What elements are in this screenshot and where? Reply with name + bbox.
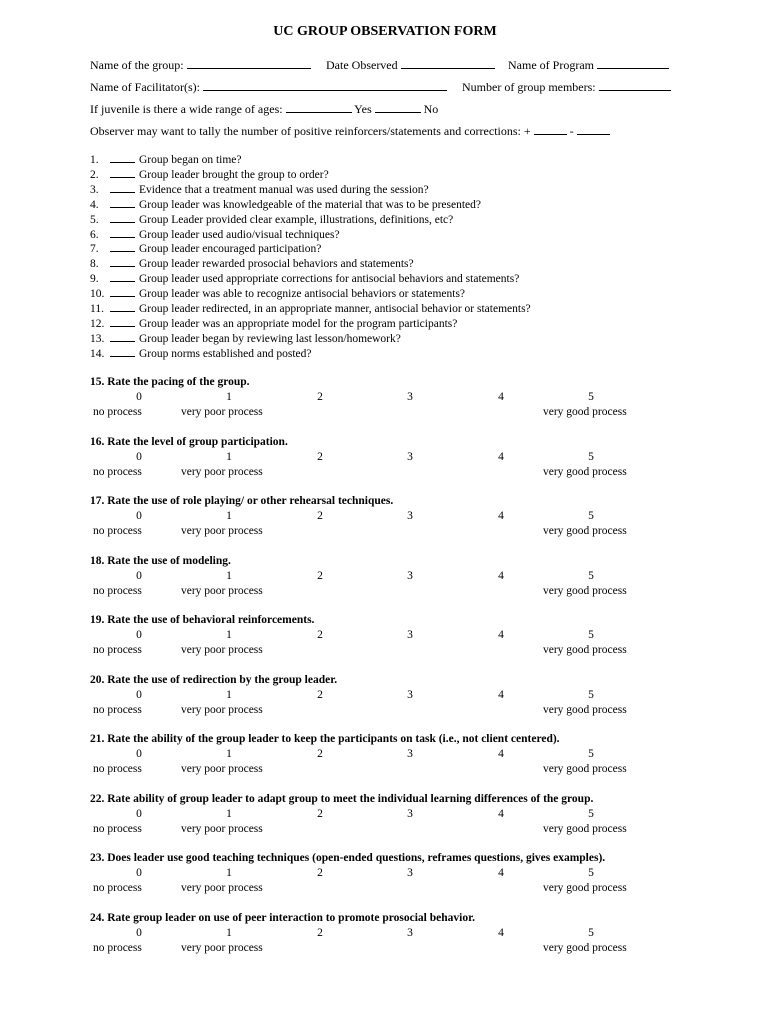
- checklist-item-text: Group leader was knowledgeable of the material that was to be presented?: [139, 198, 481, 211]
- rating-option-2[interactable]: 2: [317, 510, 323, 522]
- rating-question: 18. Rate the use of modeling.: [90, 554, 231, 567]
- checklist-answer-blank[interactable]: [110, 301, 135, 312]
- rating-option-4[interactable]: 4: [498, 629, 504, 641]
- checklist-answer-blank[interactable]: [110, 241, 135, 252]
- scale-label-very-poor: very poor process: [181, 465, 263, 478]
- rating-option-3[interactable]: 3: [407, 510, 413, 522]
- program-name-field: [508, 57, 669, 73]
- rating-option-1[interactable]: 1: [226, 748, 232, 760]
- yes-label: Yes: [354, 102, 372, 116]
- scale-label-very-poor: very poor process: [181, 882, 263, 894]
- rating-option-0[interactable]: 0: [136, 450, 142, 463]
- checklist-item: [90, 197, 481, 211]
- rating-option-5[interactable]: 5: [588, 807, 594, 820]
- rating-option-5[interactable]: 5: [588, 450, 594, 463]
- tally-minus-blank[interactable]: [577, 123, 610, 135]
- rating-option-4[interactable]: 4: [498, 748, 504, 760]
- rating-question: 22. Rate ability of group leader to adapt group to meet the individual learning differences of the group.: [90, 792, 594, 805]
- rating-option-1[interactable]: 1: [226, 688, 232, 701]
- scale-label-very-poor: very poor process: [181, 584, 263, 597]
- rating-option-4[interactable]: 4: [498, 867, 504, 879]
- rating-option-2[interactable]: 2: [317, 867, 323, 879]
- rating-option-2[interactable]: 2: [317, 688, 323, 701]
- scale-label-very-good: very good process: [543, 941, 627, 954]
- checklist-item: [90, 346, 311, 360]
- rating-option-2[interactable]: 2: [317, 450, 323, 463]
- checklist-item-text: Group leader encouraged participation?: [139, 243, 322, 256]
- rating-option-5[interactable]: 5: [588, 688, 594, 701]
- rating-option-3[interactable]: 3: [407, 569, 413, 582]
- rating-option-1[interactable]: 1: [226, 391, 232, 403]
- checklist-item-number: 11.: [90, 303, 104, 315]
- scale-label-no-process: no process: [93, 644, 142, 656]
- checklist-item-number: 10.: [90, 288, 105, 301]
- checklist-item: [90, 331, 401, 345]
- scale-label-no-process: no process: [93, 525, 142, 537]
- checklist-item: [90, 182, 429, 196]
- scale-label-very-good: very good process: [543, 525, 627, 537]
- scale-label-very-good: very good process: [543, 644, 627, 656]
- scale-label-very-good: very good process: [543, 882, 627, 894]
- date-observed-label: Date Observed: [326, 58, 398, 72]
- group-name-label: Name of the group:: [90, 58, 184, 72]
- checklist-item: [90, 286, 465, 300]
- scale-label-very-good: very good process: [543, 703, 627, 716]
- group-name-field: [90, 57, 311, 73]
- scale-label-very-poor: very poor process: [181, 941, 263, 954]
- rating-option-4[interactable]: 4: [498, 569, 504, 582]
- checklist-answer-blank[interactable]: [110, 212, 135, 223]
- rating-question: 15. Rate the pacing of the group.: [90, 376, 250, 388]
- juvenile-yes-blank[interactable]: [286, 101, 352, 113]
- rating-option-0[interactable]: 0: [136, 748, 142, 760]
- checklist-answer-blank[interactable]: [110, 271, 135, 282]
- rating-option-4[interactable]: 4: [498, 391, 504, 403]
- checklist-item-text: Group leader redirected, in an appropriate manner, antisocial behavior or statements?: [139, 303, 531, 315]
- checklist-answer-blank[interactable]: [110, 256, 135, 267]
- facilitator-field: [90, 79, 447, 95]
- checklist-item-text: Group Leader provided clear example, illustrations, definitions, etc?: [139, 213, 454, 226]
- checklist-item: [90, 152, 242, 166]
- checklist-answer-blank[interactable]: [110, 167, 135, 178]
- rating-option-1[interactable]: 1: [226, 450, 232, 463]
- group-name-blank[interactable]: [187, 57, 311, 69]
- rating-option-3[interactable]: 3: [407, 748, 413, 760]
- scale-label-very-good: very good process: [543, 584, 627, 597]
- rating-option-2[interactable]: 2: [317, 629, 323, 641]
- rating-option-0[interactable]: 0: [136, 510, 142, 522]
- checklist-item: [90, 167, 329, 181]
- scale-label-no-process: no process: [93, 584, 142, 597]
- tally-field: [90, 123, 610, 139]
- rating-option-1[interactable]: 1: [226, 926, 232, 939]
- scale-label-very-good: very good process: [543, 465, 627, 478]
- rating-option-5[interactable]: 5: [588, 867, 594, 879]
- checklist-item: [90, 271, 519, 285]
- checklist-item: [90, 227, 340, 241]
- juvenile-field: [90, 101, 438, 117]
- checklist-item-number: 12.: [90, 317, 105, 330]
- scale-label-no-process: no process: [93, 406, 142, 418]
- tally-label: Observer may want to tally the number of positive reinforcers/statements and corrections: +: [90, 124, 531, 138]
- checklist-answer-blank[interactable]: [110, 331, 135, 342]
- checklist-item-number: 6.: [90, 228, 99, 241]
- rating-question: 23. Does leader use good teaching techniques (open-ended questions, reframes questions, gives examples).: [90, 852, 606, 864]
- checklist-answer-blank[interactable]: [110, 346, 135, 357]
- checklist-item-text: Group leader began by reviewing last lesson/homework?: [139, 332, 401, 345]
- rating-option-5[interactable]: 5: [588, 926, 594, 939]
- facilitator-label: Name of Facilitator(s):: [90, 80, 200, 94]
- scale-label-no-process: no process: [93, 882, 142, 894]
- rating-option-4[interactable]: 4: [498, 807, 504, 820]
- program-name-label: Name of Program: [508, 58, 594, 72]
- scale-label-very-poor: very poor process: [181, 644, 263, 656]
- checklist-item-number: 1.: [90, 154, 99, 166]
- rating-option-4[interactable]: 4: [498, 688, 504, 701]
- checklist-item-text: Group leader used appropriate corrections for antisocial behaviors and statements?: [139, 273, 520, 286]
- rating-option-0[interactable]: 0: [136, 569, 142, 582]
- facilitator-blank[interactable]: [203, 79, 447, 91]
- rating-option-0[interactable]: 0: [136, 629, 142, 641]
- scale-label-very-poor: very poor process: [181, 525, 263, 537]
- no-label: No: [423, 102, 439, 116]
- rating-option-5[interactable]: 5: [588, 629, 594, 641]
- rating-option-1[interactable]: 1: [226, 510, 232, 522]
- scale-label-no-process: no process: [93, 822, 142, 835]
- rating-option-0[interactable]: 0: [136, 391, 142, 403]
- scale-label-no-process: no process: [93, 941, 142, 954]
- date-observed-field: [326, 57, 495, 73]
- checklist-item: [90, 241, 321, 255]
- rating-option-5[interactable]: 5: [588, 391, 594, 403]
- rating-option-2[interactable]: 2: [317, 807, 323, 820]
- scale-label-no-process: no process: [93, 465, 142, 478]
- tally-minus: -: [569, 124, 574, 138]
- tally-plus-blank[interactable]: [534, 123, 567, 135]
- members-label: Number of group members:: [462, 80, 596, 94]
- juvenile-label: If juvenile is there a wide range of ages:: [90, 102, 283, 116]
- scale-label-no-process: no process: [93, 703, 142, 716]
- rating-option-0[interactable]: 0: [136, 688, 142, 701]
- scale-label-very-poor: very poor process: [181, 822, 263, 835]
- rating-question: 17. Rate the use of role playing/ or other rehearsal techniques.: [90, 495, 394, 507]
- checklist-item: [90, 301, 531, 315]
- checklist-answer-blank[interactable]: [110, 152, 135, 163]
- checklist-item-text: Group began on time?: [139, 154, 242, 166]
- rating-question: 20. Rate the use of redirection by the group leader.: [90, 673, 338, 686]
- rating-option-3[interactable]: 3: [407, 450, 413, 463]
- checklist-item-number: 2.: [90, 168, 99, 181]
- scale-label-very-poor: very poor process: [181, 406, 263, 418]
- rating-option-3[interactable]: 3: [407, 807, 413, 820]
- rating-question: 16. Rate the level of group participation.: [90, 435, 288, 448]
- rating-option-3[interactable]: 3: [407, 867, 413, 879]
- checklist-item-number: 8.: [90, 258, 99, 271]
- checklist-item-text: Group leader was an appropriate model for the program participants?: [139, 317, 458, 330]
- scale-label-very-good: very good process: [543, 763, 627, 775]
- members-blank[interactable]: [599, 79, 671, 91]
- rating-option-1[interactable]: 1: [226, 807, 232, 820]
- checklist-item: [90, 256, 414, 270]
- rating-option-2[interactable]: 2: [317, 926, 323, 939]
- checklist-item-number: 7.: [90, 243, 99, 256]
- checklist-item-text: Group norms established and posted?: [139, 347, 312, 360]
- rating-option-4[interactable]: 4: [498, 450, 504, 463]
- rating-option-2[interactable]: 2: [317, 748, 323, 760]
- checklist-answer-blank[interactable]: [110, 197, 135, 208]
- checklist-item-number: 9.: [90, 273, 99, 286]
- checklist-item-number: 14.: [90, 347, 105, 360]
- checklist-item-number: 5.: [90, 213, 99, 226]
- checklist-item: [90, 212, 453, 226]
- rating-option-1[interactable]: 1: [226, 629, 232, 641]
- checklist-item: [90, 316, 457, 330]
- checklist-answer-blank[interactable]: [110, 182, 135, 193]
- checklist-answer-blank[interactable]: [110, 316, 135, 327]
- checklist-item-text: Group leader rewarded prosocial behaviors and statements?: [139, 258, 414, 271]
- rating-option-3[interactable]: 3: [407, 629, 413, 641]
- checklist-item-number: 13.: [90, 332, 105, 345]
- checklist-item-text: Group leader used audio/visual techniques?: [139, 228, 340, 241]
- program-name-blank[interactable]: [597, 57, 669, 69]
- rating-option-3[interactable]: 3: [407, 688, 413, 701]
- rating-option-4[interactable]: 4: [498, 926, 504, 939]
- rating-option-4[interactable]: 4: [498, 510, 504, 522]
- rating-option-2[interactable]: 2: [317, 391, 323, 403]
- rating-question: 19. Rate the use of behavioral reinforcements.: [90, 614, 315, 626]
- rating-option-2[interactable]: 2: [317, 569, 323, 582]
- checklist-item-text: Group leader was able to recognize antisocial behaviors or statements?: [139, 288, 466, 301]
- rating-option-3[interactable]: 3: [407, 391, 413, 403]
- checklist-item-text: Evidence that a treatment manual was used during the session?: [139, 183, 429, 196]
- juvenile-no-blank[interactable]: [375, 101, 421, 113]
- scale-label-very-poor: very poor process: [181, 703, 263, 716]
- checklist-item-text: Group leader brought the group to order?: [139, 168, 329, 181]
- scale-label-very-poor: very poor process: [181, 763, 263, 775]
- form-title: UC GROUP OBSERVATION FORM: [273, 24, 497, 39]
- rating-option-5[interactable]: 5: [588, 510, 594, 522]
- rating-option-1[interactable]: 1: [226, 867, 232, 879]
- scale-label-very-good: very good process: [543, 822, 627, 835]
- rating-option-0[interactable]: 0: [136, 867, 142, 879]
- rating-option-5[interactable]: 5: [588, 569, 594, 582]
- rating-option-1[interactable]: 1: [226, 569, 232, 582]
- rating-question: 24. Rate group leader on use of peer interaction to promote prosocial behavior.: [90, 911, 476, 924]
- scale-label-no-process: no process: [93, 763, 142, 775]
- checklist-answer-blank[interactable]: [110, 286, 135, 297]
- date-observed-blank[interactable]: [401, 57, 495, 69]
- rating-option-3[interactable]: 3: [407, 926, 413, 939]
- scale-label-very-good: very good process: [543, 406, 627, 418]
- checklist-item-number: 3.: [90, 183, 99, 196]
- checklist-answer-blank[interactable]: [110, 227, 135, 238]
- rating-question: 21. Rate the ability of the group leader to keep the participants on task (i.e., not client centered).: [90, 733, 560, 745]
- rating-option-5[interactable]: 5: [588, 748, 594, 760]
- members-field: [462, 79, 671, 95]
- checklist-item-number: 4.: [90, 198, 99, 211]
- rating-option-0[interactable]: 0: [136, 807, 142, 820]
- rating-option-0[interactable]: 0: [136, 926, 142, 939]
